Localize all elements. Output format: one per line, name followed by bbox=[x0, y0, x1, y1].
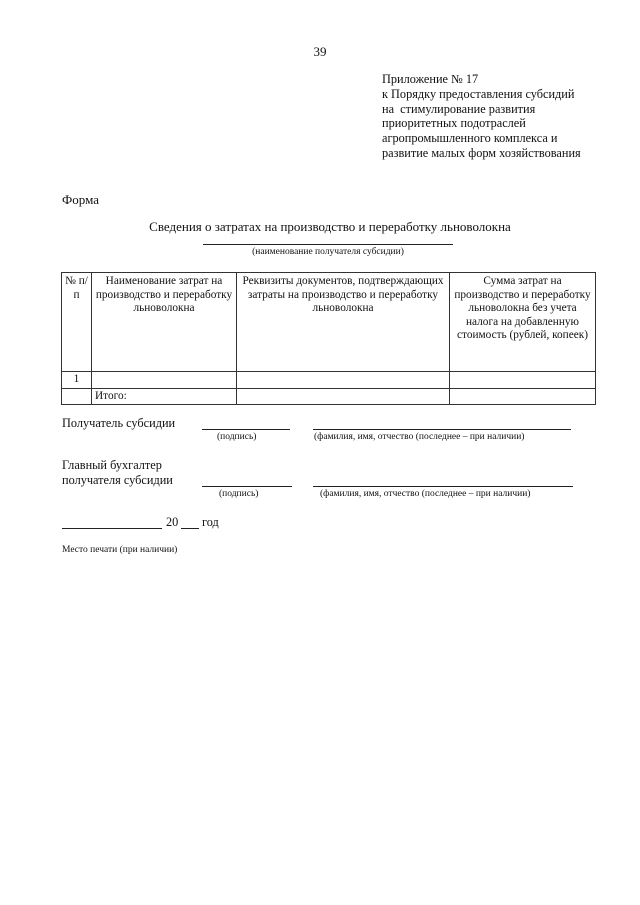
table-cell bbox=[450, 388, 596, 405]
table-header-row bbox=[62, 273, 596, 372]
table-total-row bbox=[62, 388, 596, 405]
recipient-label: Получатель субсидии bbox=[62, 416, 176, 430]
document-title: Сведения о затратах на производство и переработку льноволокна bbox=[149, 219, 511, 234]
header-number: № п/п bbox=[62, 273, 92, 372]
appendix-line: агропромышленного комплекса и bbox=[382, 131, 558, 146]
appendix-line: к Порядку предоставления субсидий bbox=[382, 86, 575, 101]
costs-table bbox=[61, 272, 596, 405]
appendix-block bbox=[382, 72, 581, 161]
form-label: Форма bbox=[62, 192, 99, 207]
date-line bbox=[62, 528, 162, 529]
header-cost-sum: Сумма затрат на производство и переработку льноволокна без учета налога на добавленную стоимость (рублей, копеек) bbox=[450, 273, 596, 372]
recipient-caption: (наименование получателя субсидии) bbox=[252, 247, 404, 257]
total-label: Итого: bbox=[92, 388, 237, 405]
appendix-line: приоритетных подотраслей bbox=[382, 116, 526, 131]
signature-caption: (подпись) bbox=[217, 432, 257, 442]
header-document-details: Реквизиты документов, подтверждающих затраты на производство и переработку льноволокна bbox=[237, 273, 450, 372]
appendix-line: Приложение № 17 bbox=[382, 72, 479, 86]
accountant-label: Главный бухгалтер bbox=[62, 458, 162, 472]
accountant-label: получателя субсидии bbox=[62, 473, 173, 487]
appendix-line: на стимулирование развития bbox=[382, 101, 536, 116]
accountant-name-line bbox=[313, 486, 573, 487]
recipient-name-line bbox=[203, 244, 453, 245]
year-suffix: год bbox=[202, 515, 219, 529]
header-cost-name: Наименование затрат на производство и переработку льноволокна bbox=[92, 273, 237, 372]
table-cell bbox=[237, 388, 450, 405]
row-number: 1 bbox=[62, 372, 92, 389]
table-cell bbox=[92, 372, 237, 389]
table-cell bbox=[237, 372, 450, 389]
table-cell bbox=[450, 372, 596, 389]
accountant-signature-line bbox=[202, 486, 292, 487]
name-caption: (фамилия, имя, отчество (последнее – при наличии) bbox=[314, 432, 525, 442]
recipient-signature-line bbox=[202, 429, 290, 430]
table-row bbox=[62, 372, 596, 389]
page-number: 39 bbox=[313, 44, 327, 59]
recipient-name-line bbox=[313, 429, 571, 430]
year-prefix: 20 bbox=[166, 515, 179, 529]
signature-caption: (подпись) bbox=[219, 489, 259, 499]
year-line bbox=[181, 528, 199, 529]
name-caption: (фамилия, имя, отчество (последнее – при наличии) bbox=[320, 489, 531, 499]
appendix-line: развитие малых форм хозяйствования bbox=[382, 145, 581, 160]
stamp-place: Место печати (при наличии) bbox=[62, 545, 178, 555]
table-cell bbox=[62, 388, 92, 405]
